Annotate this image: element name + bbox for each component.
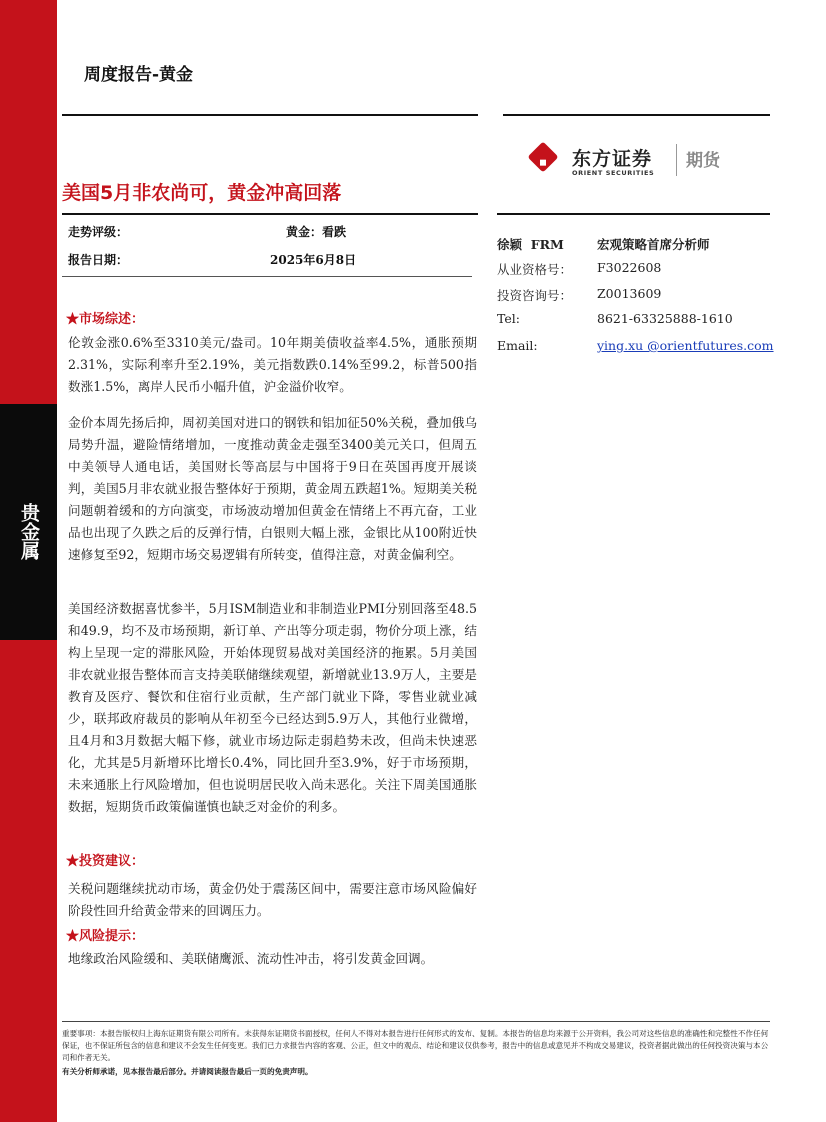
date-value: 2025年6月8日 (270, 253, 357, 267)
analyst-name: 徐颖 FRM (497, 237, 564, 252)
market-paragraph: 美国经济数据喜忧参半，5月ISM制造业和非制造业PMI分别回落至48.5和49.9，均不及市场预期，新订单、产出等分项走弱，物价分项上涨，结构上呈现一定的滞胀风险，开始体现贸易战对美国经济的拖累。5月美国非农就业报告整体而言支持美联储继续观望，新增就业13.9万人，主要是教育及医疗、餐饮和住宿行业贡献，生产部门就业下降，零售业就业减少，联邦政府裁员的影响从年初至今已经达到5.9万人，其他行业微增，且4月和3月数据大幅下修，就业市场边际走弱趋势未改，但尚未快速恶化，尤其是5月新增环比增长0.4%，同比回升至3.9%，好于市场预期，未来通胀上行风险增加，但也说明居民收入尚未恶化。关注下周美国通胀数据，短期货币政策偏谨慎也缺乏对金价的利多。 (68, 601, 477, 814)
analyst-title: 宏观策略首席分析师 (597, 237, 710, 252)
market-section-heading: ★市场综述： (66, 312, 145, 327)
logo-mark-icon (527, 141, 558, 172)
analyst-email-link[interactable]: ying.xu @orientfutures.com (597, 338, 774, 353)
analyst-row-label: 投资咨询号： (497, 288, 573, 303)
title-rule-left (62, 213, 478, 215)
analyst-row-value: Z0013609 (597, 286, 662, 301)
risk-section-heading: ★风险提示： (66, 929, 145, 944)
market-paragraph: 金价本周先扬后抑，周初美国对进口的钢铁和铝加征50%关税，叠加俄乌局势升温，避险情绪增加，一度推动黄金走强至3400美元关口，但周五中美领导人通电话，美国财长等高层与中国将于9日在英国再度开展谈判，美国5月非农就业报告整体好于预期，黄金周五跌超1%。短期美关税问题朝着缓和的方向演变，市场波动增加但黄金在情绪上不再亢奋，工业品也出现了久跌之后的反弹行情，白银则大幅上涨，金银比从100附近快速修复至92，短期市场交易逻辑有所转变，值得注意，对黄金偏利空。 (68, 415, 477, 562)
footer-pledge: 有关分析师承诺，见本报告最后部分。并请阅读报告最后一页的免责声明。 (62, 1067, 313, 1076)
logo-name-cn: 东方证券 (572, 148, 653, 170)
date-label: 报告日期： (68, 253, 129, 267)
advice-paragraph: 关税问题继续扰动市场，黄金仍处于震荡区间中，需要注意市场风险偏好阶段性回升给黄金带来的回调压力。 (68, 881, 477, 918)
logo-name-en: ORIENT SECURITIES (572, 169, 655, 177)
analyst-row-value: F3022608 (597, 260, 662, 275)
logo-divider (676, 144, 677, 176)
meta-rule (62, 276, 472, 277)
footer-disclaimer: 重要事项：本报告版权归上海东证期货有限公司所有。未获得东证期货书面授权，任何人不得对本报告进行任何形式的发布、复制。本报告的信息均来源于公开资料，我公司对这些信息的准确性和完整性不作任何保证，也不保证所包含的信息和建议不会发生任何变更。我们已力求报告内容的客观、公正，但文中的观点、结论和建议仅供参考，报告中的信息或意见并不构成交易建议，投资者据此做出的任何投资决策与本公司和作者无关。 (62, 1029, 769, 1062)
logo-sub: 期货 (686, 151, 720, 171)
analyst-row-label: Email: (497, 338, 538, 353)
report-type: 周度报告-黄金 (84, 65, 194, 85)
advice-section-heading: ★投资建议： (66, 854, 145, 869)
trend-value: 黄金：看跌 (286, 225, 347, 239)
analyst-row-label: 从业资格号： (497, 262, 573, 277)
header-rule-left (62, 114, 478, 116)
market-paragraph: 伦敦金涨0.6%至3310美元/盎司。10年期美债收益率4.5%，通胀预期2.31%，实际利率升至2.19%，美元指数跌0.14%至99.2，标普500指数涨1.5%，离岸人民币小幅升值，沪金溢价收窄。 (68, 335, 477, 394)
category-label: 贵金属 (18, 502, 40, 560)
trend-label: 走势评级： (68, 225, 129, 239)
title-rule-right (497, 213, 770, 215)
company-logo (528, 142, 768, 182)
risk-paragraph: 地缘政治风险缓和、美联储鹰派、流动性冲击，将引发黄金回调。 (68, 951, 434, 966)
analyst-row-label: Tel: (497, 311, 520, 326)
header-rule-right (503, 114, 770, 116)
report-headline: 美国5月非农尚可，黄金冲高回落 (62, 182, 342, 204)
analyst-row-value: 8621-63325888-1610 (597, 311, 733, 326)
footer-rule (62, 1021, 770, 1022)
